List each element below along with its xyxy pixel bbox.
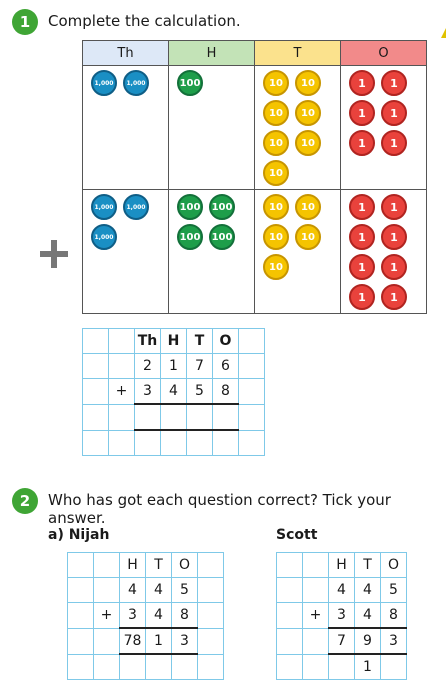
ten-counter: 10 <box>295 194 321 220</box>
calc-top-digit: 6 <box>213 354 239 379</box>
hundred-counter: 100 <box>209 224 235 250</box>
question-2-number: 2 <box>12 488 38 514</box>
one-counter: 1 <box>381 100 407 126</box>
one-counter: 1 <box>349 70 375 96</box>
calc-bottom-digit: 4 <box>161 379 187 405</box>
row2-tens-cell <box>255 190 341 314</box>
one-counter: 1 <box>381 130 407 156</box>
scott-plus-sign: + <box>303 603 329 629</box>
row2-hundreds-cell <box>169 190 255 314</box>
carry-box[interactable] <box>161 430 187 456</box>
ten-counter: 10 <box>263 70 289 96</box>
nijah-top-digit: 4 <box>120 578 146 603</box>
calc-bottom-digit: 8 <box>213 379 239 405</box>
nijah-top-digit: 4 <box>146 578 172 603</box>
nijah-answer-digit: 78 <box>120 628 146 654</box>
nijah-label: a) Nijah <box>48 527 110 543</box>
ten-counter: 10 <box>263 100 289 126</box>
answer-box[interactable] <box>213 404 239 430</box>
carry-box[interactable] <box>135 430 161 456</box>
question-2-text: Who has got each question correct? Tick your answer. <box>48 491 391 527</box>
row2-thousands-cell <box>83 190 169 314</box>
row2-ones-cell <box>341 190 427 314</box>
one-counter: 1 <box>381 284 407 310</box>
calc-bottom-digit: 5 <box>187 379 213 405</box>
thousand-counter: 1,000 <box>91 224 117 250</box>
row1-thousands-cell <box>83 66 169 190</box>
carry-box[interactable] <box>213 430 239 456</box>
hundred-counter: 100 <box>177 70 203 96</box>
calc-header-o: O <box>213 329 239 354</box>
scott-bottom-digit: 8 <box>381 603 407 629</box>
scott-top-digit: 4 <box>355 578 381 603</box>
nijah-bottom-digit: 8 <box>172 603 198 629</box>
nijah-bottom-digit: 4 <box>146 603 172 629</box>
one-counter: 1 <box>381 224 407 250</box>
header-tens: T <box>255 41 341 66</box>
row1-tens-cell <box>255 66 341 190</box>
scott-top-digit: 5 <box>381 578 407 603</box>
thousand-counter: 1,000 <box>123 70 149 96</box>
calc-plus-sign: + <box>109 379 135 405</box>
thousand-counter: 1,000 <box>91 70 117 96</box>
scott-header: H <box>329 553 355 578</box>
row1-ones-cell <box>341 66 427 190</box>
nijah-header: H <box>120 553 146 578</box>
question-1-number: 1 <box>12 9 38 35</box>
one-counter: 1 <box>381 254 407 280</box>
hundred-counter: 100 <box>209 194 235 220</box>
calc-bottom-digit: 3 <box>135 379 161 405</box>
nijah-top-digit: 5 <box>172 578 198 603</box>
scott-calculation-grid <box>276 552 407 680</box>
answer-box[interactable] <box>161 404 187 430</box>
nijah-header: O <box>172 553 198 578</box>
one-counter: 1 <box>349 194 375 220</box>
scott-bottom-digit: 4 <box>355 603 381 629</box>
nijah-bottom-digit: 3 <box>120 603 146 629</box>
one-counter: 1 <box>381 194 407 220</box>
ten-counter: 10 <box>263 254 289 280</box>
header-hundreds: H <box>169 41 255 66</box>
answer-box[interactable] <box>187 404 213 430</box>
ten-counter: 10 <box>295 224 321 250</box>
ten-counter: 10 <box>263 130 289 156</box>
calc-header-th: Th <box>135 329 161 354</box>
calc-top-digit: 7 <box>187 354 213 379</box>
scott-label: Scott <box>276 527 318 543</box>
scott-carry-digit: 1 <box>355 654 381 680</box>
calculation-grid <box>82 328 265 456</box>
thousand-counter: 1,000 <box>123 194 149 220</box>
scott-answer-digit: 3 <box>381 628 407 654</box>
ten-counter: 10 <box>295 130 321 156</box>
plus-icon <box>38 238 70 270</box>
place-value-table <box>82 40 427 314</box>
scott-header: O <box>381 553 407 578</box>
one-counter: 1 <box>349 284 375 310</box>
nijah-answer-digit: 1 <box>146 628 172 654</box>
row1-hundreds-cell <box>169 66 255 190</box>
one-counter: 1 <box>381 70 407 96</box>
calc-top-digit: 1 <box>161 354 187 379</box>
question-1-text: Complete the calculation. <box>48 12 241 30</box>
calc-header-h: H <box>161 329 187 354</box>
cursor-marker <box>441 28 446 38</box>
ten-counter: 10 <box>263 194 289 220</box>
thousand-counter: 1,000 <box>91 194 117 220</box>
ten-counter: 10 <box>295 70 321 96</box>
scott-header: T <box>355 553 381 578</box>
scott-top-digit: 4 <box>329 578 355 603</box>
ten-counter: 10 <box>263 160 289 186</box>
one-counter: 1 <box>349 254 375 280</box>
header-thousands: Th <box>83 41 169 66</box>
nijah-header: T <box>146 553 172 578</box>
calc-header-t: T <box>187 329 213 354</box>
nijah-answer-digit: 3 <box>172 628 198 654</box>
scott-answer-digit: 7 <box>329 628 355 654</box>
one-counter: 1 <box>349 224 375 250</box>
header-ones: O <box>341 41 427 66</box>
ten-counter: 10 <box>263 224 289 250</box>
one-counter: 1 <box>349 100 375 126</box>
one-counter: 1 <box>349 130 375 156</box>
nijah-plus-sign: + <box>94 603 120 629</box>
answer-box[interactable] <box>135 404 161 430</box>
ten-counter: 10 <box>295 100 321 126</box>
hundred-counter: 100 <box>177 224 203 250</box>
nijah-calculation-grid <box>67 552 224 680</box>
calc-top-digit: 2 <box>135 354 161 379</box>
hundred-counter: 100 <box>177 194 203 220</box>
scott-answer-digit: 9 <box>355 628 381 654</box>
carry-box[interactable] <box>187 430 213 456</box>
scott-bottom-digit: 3 <box>329 603 355 629</box>
